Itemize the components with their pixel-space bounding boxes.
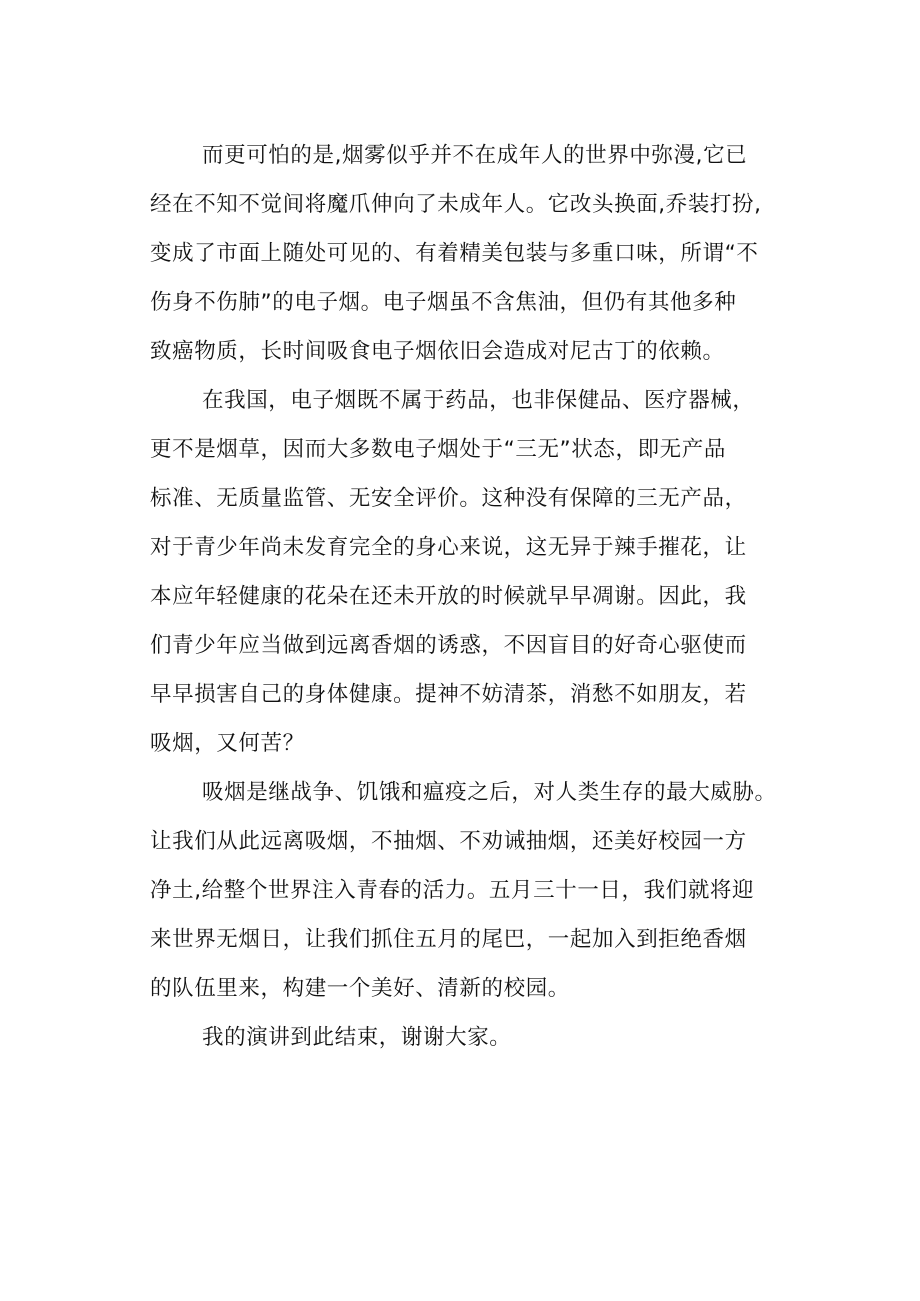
paragraph-1-line-4: 伤身不伤肺”的电子烟。电子烟虽不含焦油，但仍有其他多种 <box>150 290 737 315</box>
paragraph-2-line-8: 吸烟，又何苦？ <box>150 731 305 756</box>
paragraph-3-line-1: 吸烟是继战争、饥饿和瘟疫之后，对人类生存的最大威胁。 <box>202 780 777 805</box>
paragraph-2-line-7: 早早损害自己的身体健康。提神不妨清茶，消愁不如朋友，若 <box>150 682 747 707</box>
paragraph-3-line-2: 让我们从此远离吸烟，不抽烟、不劝诫抽烟，还美好校园一方 <box>150 829 747 854</box>
paragraph-4-line-1: 我的演讲到此结束，谢谢大家。 <box>202 1025 512 1050</box>
paragraph-3-line-3: 净土,给整个世界注入青春的活力。五月三十一日，我们就将迎 <box>150 878 755 903</box>
paragraph-2-line-5: 本应年轻健康的花朵在还未开放的时候就早早凋谢。因此，我 <box>150 584 747 609</box>
paragraph-1-line-5: 致癌物质，长时间吸食电子烟依旧会造成对尼古丁的依赖。 <box>150 339 725 364</box>
paragraph-2-line-2: 更不是烟草，因而大多数电子烟处于“三无”状态，即无产品 <box>150 437 726 462</box>
paragraph-1-line-2: 经在不知不觉间将魔爪伸向了未成年人。它改头换面,乔装打扮, <box>150 192 762 217</box>
paragraph-1-line-3: 变成了市面上随处可见的、有着精美包装与多重口味，所谓“不 <box>150 241 759 266</box>
paragraph-2-line-4: 对于青少年尚未发育完全的身心来说，这无异于辣手摧花，让 <box>150 535 747 560</box>
paragraph-3-line-4: 来世界无烟日，让我们抓住五月的尾巴，一起加入到拒绝香烟 <box>150 927 747 952</box>
paragraph-1-line-1: 而更可怕的是,烟雾似乎并不在成年人的世界中弥漫,它已 <box>202 143 748 168</box>
paragraph-2-line-3: 标准、无质量监管、无安全评价。这种没有保障的三无产品， <box>150 486 747 511</box>
paragraph-3-line-5: 的队伍里来，构建一个美好、清新的校园。 <box>150 976 570 1001</box>
paragraph-2-line-6: 们青少年应当做到远离香烟的诱惑，不因盲目的好奇心驱使而 <box>150 633 747 658</box>
paragraph-2-line-1: 在我国，电子烟既不属于药品，也非保健品、医疗器械， <box>202 388 755 413</box>
